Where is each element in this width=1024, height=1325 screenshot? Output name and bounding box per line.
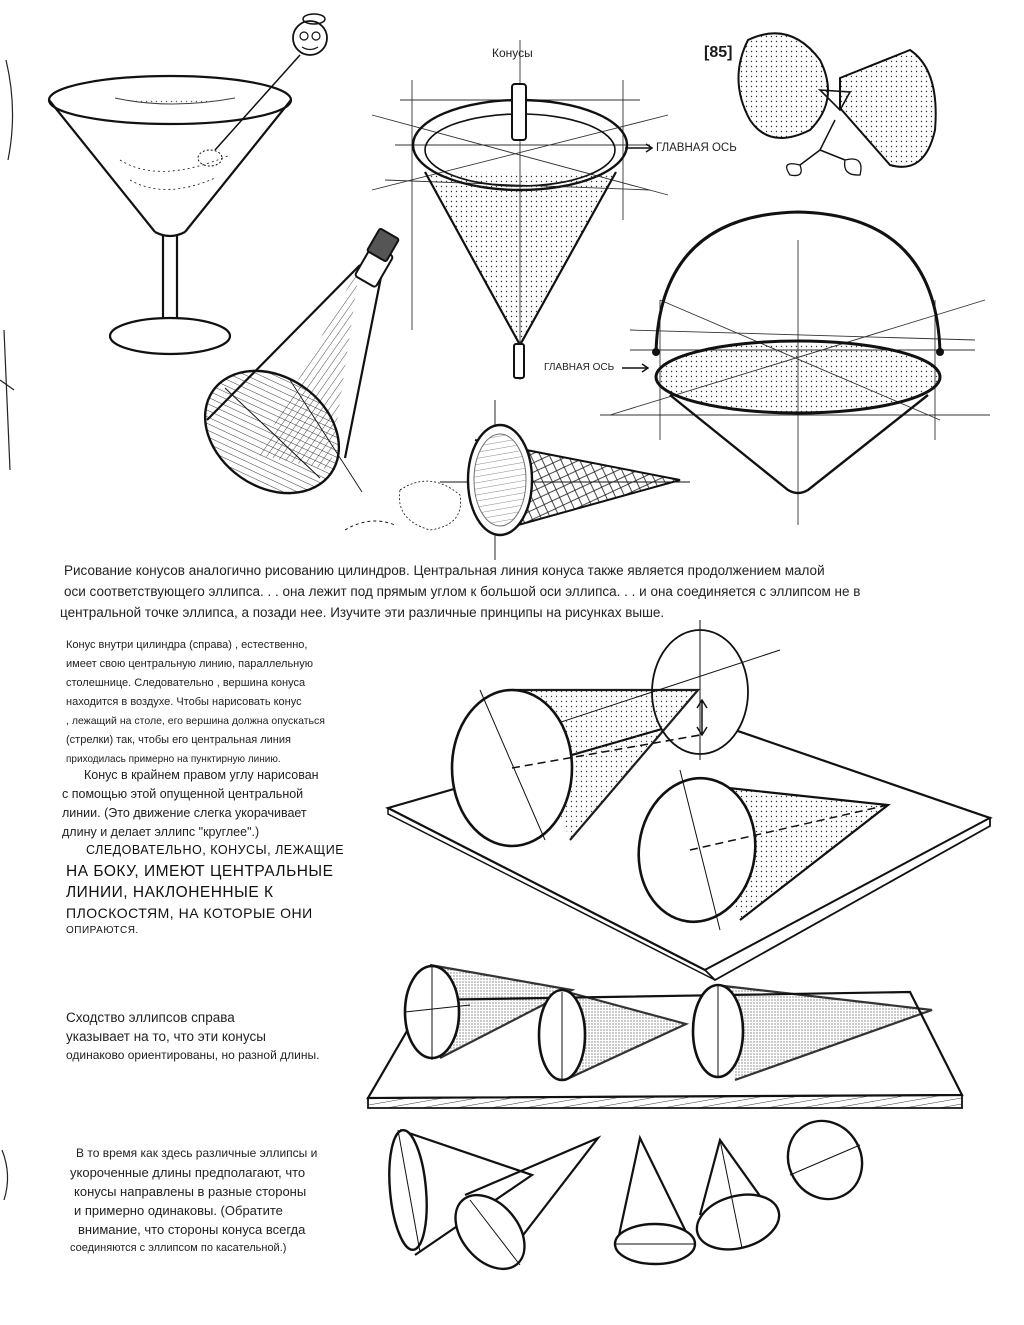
page-title: Конусы xyxy=(492,46,533,60)
caption-line: внимание, что стороны конуса всегда xyxy=(78,1222,306,1237)
caption-line: Конус внутри цилиндра (справа) , естественно, xyxy=(66,639,308,651)
caption-line: оси соответствующего эллипса. . . она лежит под прямым углом к большой оси эллипса. . . и она соединяется с эллипсом не в xyxy=(64,584,861,599)
flashlight-cone-drawing xyxy=(181,228,399,518)
caps-conclusion xyxy=(66,840,356,938)
ice-cream-cone-drawing xyxy=(345,400,690,560)
caption-line: конусы направлены в разные стороны xyxy=(74,1184,307,1199)
caption-line: (стрелки) так, чтобы его центральная линия xyxy=(66,734,291,746)
caption-line: Рисование конусов аналогично рисованию цилиндров. Центральная линия конуса также является продолжением малой xyxy=(64,563,825,578)
cones-on-table-drawing xyxy=(388,620,990,980)
page-number: [85] xyxy=(704,44,733,61)
caption-line: Сходство эллипсов справа xyxy=(66,1010,235,1025)
caption-line: , лежащий на столе, его вершина должна опускаться xyxy=(66,715,325,727)
caption-line: ЛИНИИ, НАКЛОНЕННЫЕ К xyxy=(66,884,274,901)
three-cones-drawing xyxy=(368,965,962,1108)
caption-line: указывает на то, что эти конусы xyxy=(66,1029,266,1044)
caption-line: ПЛОСКОСТЯМ, НА КОТОРЫЕ ОНИ xyxy=(66,905,313,921)
main-axis-label-top: ГЛАВНАЯ ОСЬ xyxy=(656,142,737,154)
caption-line: СЛЕДОВАТЕЛЬНО, КОНУСЫ, ЛЕЖАЩИЕ xyxy=(86,843,345,857)
main-axis-label-middle: ГЛАВНАЯ ОСЬ xyxy=(544,362,615,373)
different-directions-cones-drawing xyxy=(385,1107,876,1282)
far-right-cone-caption xyxy=(62,766,352,842)
caption-line: ОПИРАЮТСЯ. xyxy=(66,925,139,936)
caption-line: укороченные длины предполагают, что xyxy=(70,1165,306,1180)
caption-line: В то время как здесь различные эллипсы и xyxy=(76,1146,318,1160)
flower-drawing xyxy=(738,33,935,175)
caption-line: столешнице. Следовательно , вершина конуса xyxy=(66,677,306,689)
caption-line: Конус в крайнем правом углу нарисован xyxy=(84,768,319,782)
caption-line: длину и делает эллипс "круглее".) xyxy=(62,825,260,839)
caption-line: одинаково ориентированы, но разной длины. xyxy=(66,1048,320,1062)
martini-glass-drawing xyxy=(49,14,327,354)
top-cone-drawing xyxy=(372,40,668,380)
caption-line: линии. (Это движение слегка укорачивает xyxy=(62,806,307,820)
caption-line: имеет свою центральную линию, параллельную xyxy=(66,658,314,670)
caption-line: находится в воздухе. Чтобы нарисовать конус xyxy=(66,696,302,708)
caption-line: и примерно одинаковы. (Обратите xyxy=(74,1203,283,1218)
caption-line: центральной точке эллипса, а позади нее. Изучите эти различные принципы на рисунках выше. xyxy=(60,605,665,620)
different-directions-caption xyxy=(70,1144,370,1258)
caption-line: соединяются с эллипсом по касательной.) xyxy=(70,1242,287,1254)
similarity-caption xyxy=(66,1008,366,1065)
caption-line: приходилась примерно на пунктирную линию. xyxy=(66,754,281,765)
page-edge-marks xyxy=(0,60,14,1200)
caption-line: с помощью этой опущенной центральной xyxy=(62,787,304,801)
caption-line: НА БОКУ, ИМЕЮТ ЦЕНТРАЛЬНЫЕ xyxy=(66,863,334,880)
cone-in-cylinder-caption xyxy=(66,636,356,769)
main-caption xyxy=(60,560,924,623)
